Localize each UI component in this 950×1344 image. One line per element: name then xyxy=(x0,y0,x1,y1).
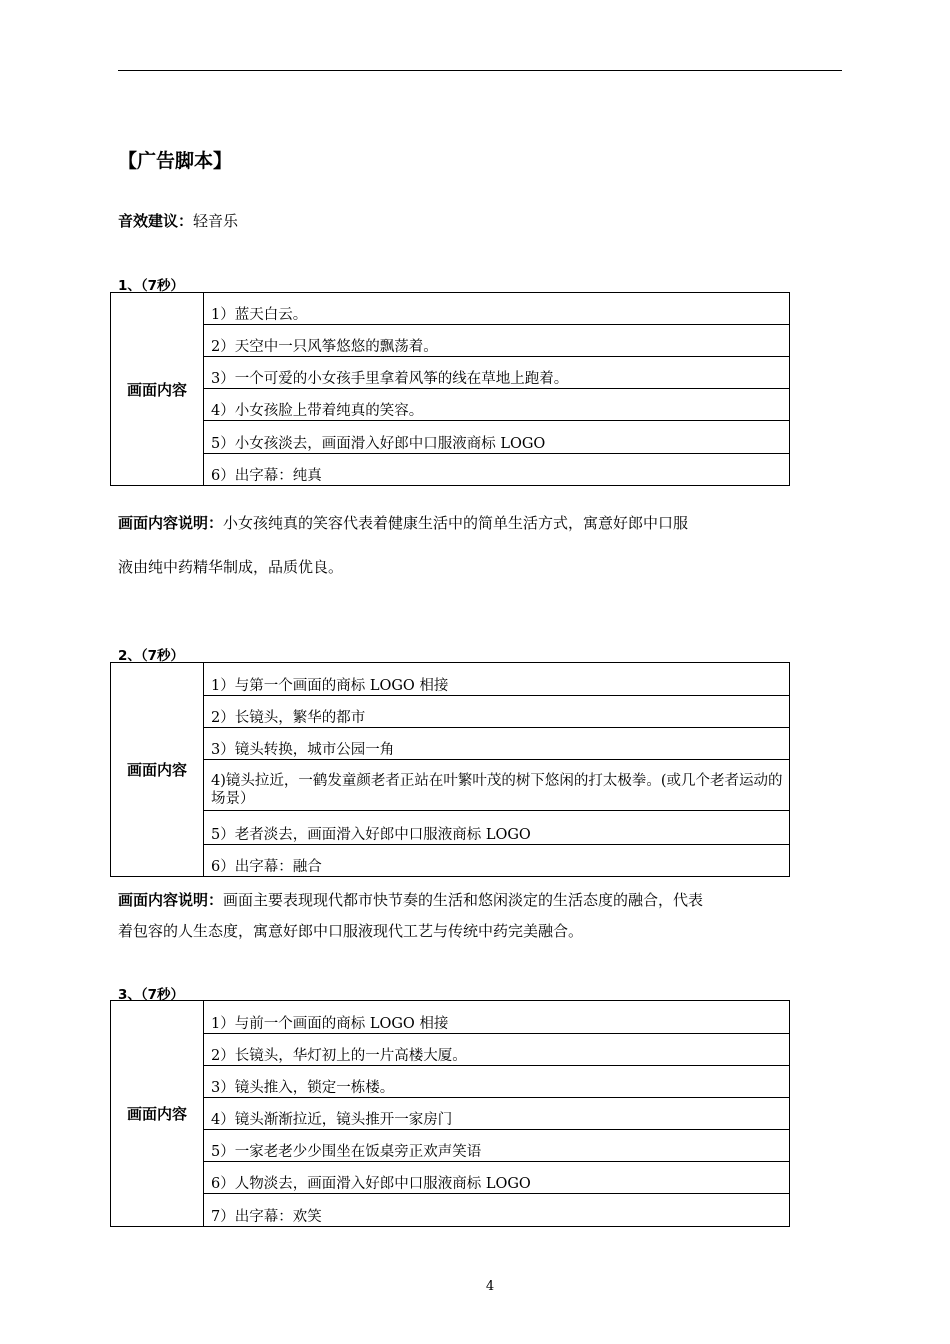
page-number: 4 xyxy=(485,1279,495,1294)
section-3-item: 6）人物淡去，画面滑入好郎中口服液商标 LOGO xyxy=(204,1162,790,1194)
header-rule xyxy=(118,70,842,71)
section-2-item: 3）镜头转换，城市公园一角 xyxy=(204,728,790,760)
section-2-item: 5）老者淡去，画面滑入好郎中口服液商标 LOGO xyxy=(204,811,790,845)
page-title: 【广告脚本】 xyxy=(118,150,233,172)
section-1-desc-line1: 小女孩纯真的笑容代表着健康生活中的简单生活方式，寓意好郎中口服 xyxy=(223,514,689,532)
section-1-desc-label: 画面内容说明： xyxy=(118,514,224,532)
section-2-item: 2）长镜头，繁华的都市 xyxy=(204,696,790,728)
section-1-table xyxy=(110,292,790,486)
section-3-item: 3）镜头推入，锁定一栋楼。 xyxy=(204,1066,790,1098)
section-3-item: 1）与前一个画面的商标 LOGO 相接 xyxy=(204,1001,790,1034)
section-2-row-header: 画面内容 xyxy=(111,663,204,877)
section-3-item: 7）出字幕：欢笑 xyxy=(204,1194,790,1227)
section-2-desc-line2: 着包容的人生态度，寓意好郎中口服液现代工艺与传统中药完美融合。 xyxy=(118,922,584,940)
section-3-row-header: 画面内容 xyxy=(111,1001,204,1227)
section-1-item: 2）天空中一只风筝悠悠的飘荡着。 xyxy=(204,325,790,357)
section-1-description xyxy=(118,512,798,533)
section-1-item: 1）蓝天白云。 xyxy=(204,293,790,325)
section-1-item: 5）小女孩淡去，画面滑入好郎中口服液商标 LOGO xyxy=(204,421,790,454)
section-1-item: 3）一个可爱的小女孩手里拿着风筝的线在草地上跑着。 xyxy=(204,357,790,389)
section-2-item: 6）出字幕：融合 xyxy=(204,845,790,877)
section-3-table xyxy=(110,1000,790,1227)
section-2-table xyxy=(110,662,790,877)
section-2-desc-line1: 画面主要表现现代都市快节奏的生活和悠闲淡定的生活态度的融合，代表 xyxy=(223,891,704,909)
sound-value: 轻音乐 xyxy=(193,212,239,230)
section-3-item: 4）镜头渐渐拉近，镜头推开一家房门 xyxy=(204,1098,790,1130)
section-1-row-header: 画面内容 xyxy=(111,293,204,486)
section-2-label: 2、（7秒） xyxy=(118,648,185,664)
section-2-item: 4)镜头拉近，一鹤发童颜老者正站在叶繁叶茂的树下悠闲的打太极拳。(或几个老者运动的场景） xyxy=(204,760,790,811)
section-3-item: 5）一家老老少少围坐在饭桌旁正欢声笑语 xyxy=(204,1130,790,1162)
section-3-label: 3、（7秒） xyxy=(118,987,185,1003)
sound-suggestion xyxy=(118,210,238,231)
section-3-item: 2）长镜头，华灯初上的一片高楼大厦。 xyxy=(204,1034,790,1066)
section-2-item: 1）与第一个画面的商标 LOGO 相接 xyxy=(204,663,790,696)
section-2-desc-label: 画面内容说明： xyxy=(118,891,224,909)
section-1-item: 6）出字幕：纯真 xyxy=(204,454,790,486)
section-2-description xyxy=(118,889,798,910)
section-1-item: 4）小女孩脸上带着纯真的笑容。 xyxy=(204,389,790,421)
section-1-label: 1、（7秒） xyxy=(118,278,185,294)
section-1-desc-line2: 液由纯中药精华制成，品质优良。 xyxy=(118,558,344,576)
sound-label: 音效建议： xyxy=(118,212,194,230)
